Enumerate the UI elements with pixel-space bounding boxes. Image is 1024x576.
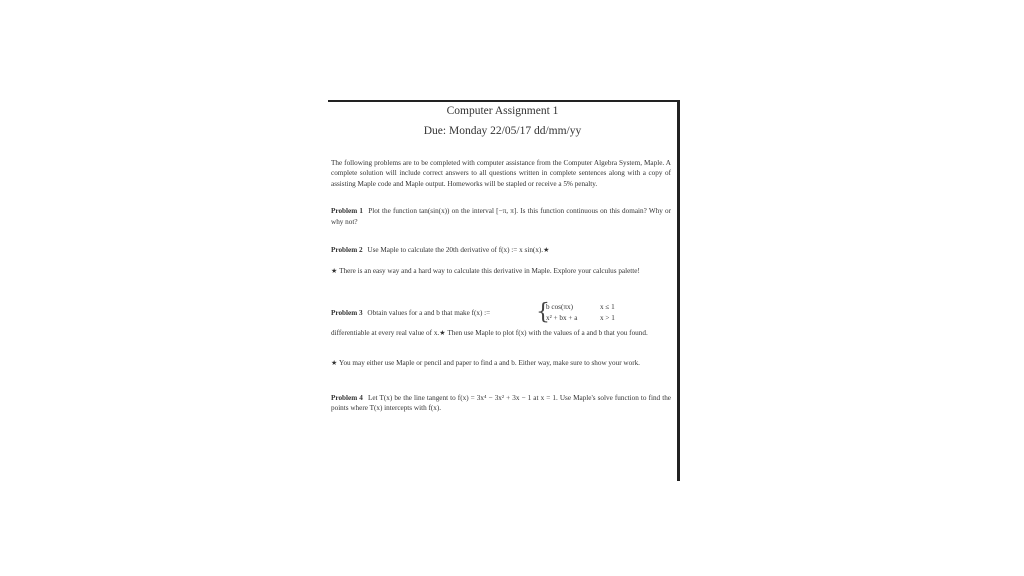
due-date: Due: Monday 22/05/17 dd/mm/yy [423, 125, 582, 137]
problem-4-label: Problem 4 [331, 393, 363, 402]
piecewise-function [536, 301, 646, 325]
problem-4-text: Let T(x) be the line tangent to f(x) = 3x⁴ − 3x² + 3x − 1 at x = 1. Use Maple's solve function to find the points where T(x) intercepts with f(x). [331, 393, 671, 413]
piecewise-brace: { [536, 299, 550, 325]
problem-3-lead [331, 308, 490, 318]
problem-3 [331, 301, 671, 325]
intro-paragraph: The following problems are to be completed with computer assistance from the Computer Algebra System, Maple. A complete solution will include correct answers to all questions written in complete sentences along with a copy of assisting Maple code and Maple output. Homeworks will be stapled or receive a 5% penalty. [331, 159, 671, 188]
note-2: ★ You may either use Maple or pencil and paper to find a and b. Either way, make sure to show your work. [331, 359, 640, 368]
piecewise-case-1: b cos(πx) [546, 302, 573, 311]
piecewise-case-2: x² + bx + a [546, 313, 578, 322]
problem-2-label: Problem 2 [331, 246, 363, 255]
problem-3-label: Problem 3 [331, 308, 363, 317]
problem-1 [331, 206, 671, 227]
piecewise-condition-2: x > 1 [600, 313, 615, 322]
piecewise-condition-1: x ≤ 1 [600, 302, 615, 311]
problem-1-label: Problem 1 [331, 207, 364, 216]
problem-2 [331, 245, 671, 255]
document-page [328, 100, 680, 481]
problem-3-lead-text: Obtain values for a and b that make f(x) := [367, 308, 491, 317]
assignment-title: Computer Assignment 1 [446, 105, 559, 117]
problem-1-text: Plot the function tan(sin(x)) on the interval [−π, π]. Is this function continuous on this domain? Why or why not? [331, 207, 672, 226]
problem-4 [331, 393, 671, 414]
problem-3-continuation: differentiable at every real value of x.★ Then use Maple to plot f(x) with the values of a and b that you found. [331, 328, 648, 337]
note-1: ★ There is an easy way and a hard way to calculate this derivative in Maple. Explore your calculus palette! [331, 267, 640, 276]
problem-2-text: Use Maple to calculate the 20th derivative of f(x) := x sin(x).★ [367, 246, 550, 255]
